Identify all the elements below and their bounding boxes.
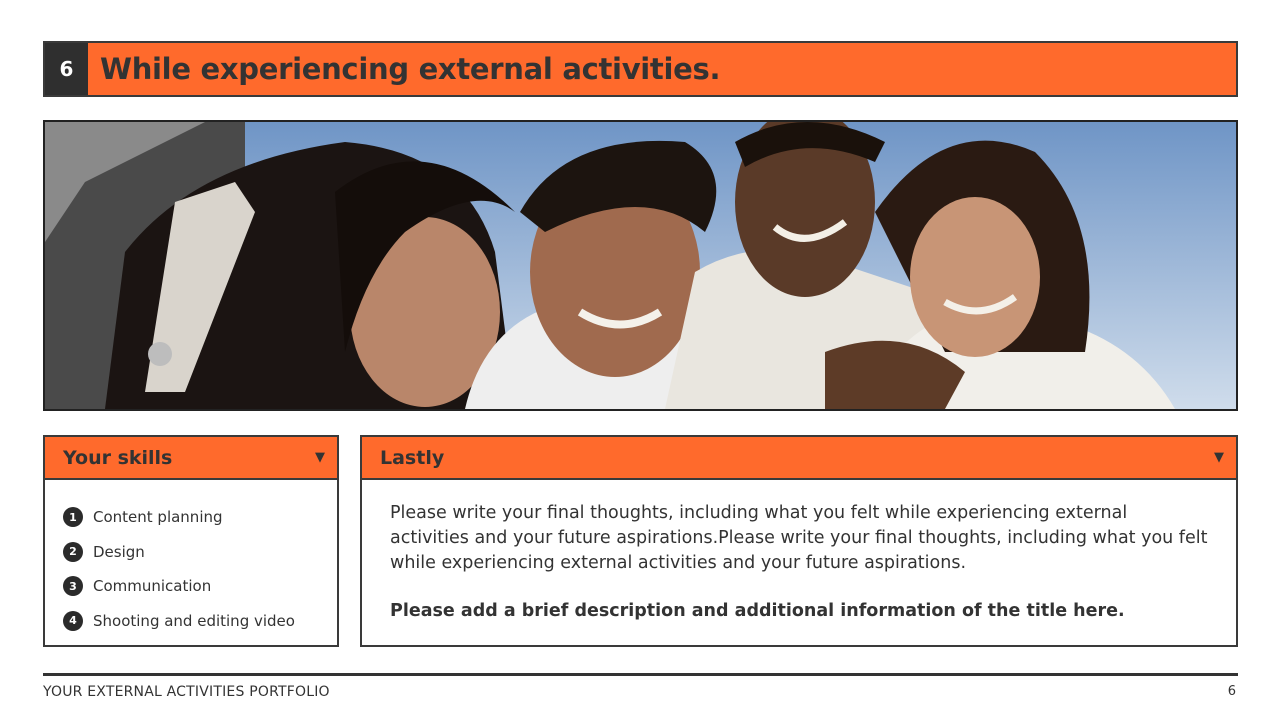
skills-panel (43, 435, 339, 647)
number-badge-icon: 4 (63, 611, 83, 631)
skill-label: Content planning (93, 508, 223, 527)
dropdown-arrow-icon[interactable]: ▼ (315, 450, 325, 465)
footer-divider (43, 673, 1238, 676)
skills-panel-title: Your skills (63, 446, 173, 469)
people-photo-illustration (45, 122, 1236, 409)
footer-page-number: 6 (1227, 684, 1236, 699)
lastly-panel-body (362, 480, 1236, 621)
footer-title: YOUR EXTERNAL ACTIVITIES PORTFOLIO (43, 684, 330, 700)
lastly-panel (360, 435, 1238, 647)
description-note: Please add a brief description and additional information of the title here. (390, 601, 1125, 621)
number-badge-icon: 2 (63, 542, 83, 562)
final-thoughts-text: Please write your final thoughts, including what you felt while experiencing external activities and your future aspirations.Please write your final thoughts, including what you felt while experiencing external activities and your future aspirations. (390, 503, 1208, 573)
skill-label: Design (93, 542, 145, 561)
skill-item (63, 604, 337, 639)
skill-item (63, 500, 337, 535)
skills-panel-header[interactable] (45, 437, 337, 480)
slide-title: While experiencing external activities. (100, 52, 721, 86)
group-photo (43, 120, 1238, 411)
lastly-panel-header[interactable] (362, 437, 1236, 480)
skill-label: Shooting and editing video (93, 611, 295, 630)
dropdown-arrow-icon[interactable]: ▼ (1214, 450, 1224, 465)
number-badge-icon: 1 (63, 507, 83, 527)
skill-label: Communication (93, 577, 212, 596)
skill-item (63, 535, 337, 570)
lastly-panel-title: Lastly (380, 446, 445, 469)
skill-item (63, 569, 337, 604)
slide-number-badge: 6 (45, 43, 88, 95)
number-badge-icon: 3 (63, 576, 83, 596)
slide-title-bar (43, 41, 1238, 97)
skills-list (45, 480, 337, 638)
